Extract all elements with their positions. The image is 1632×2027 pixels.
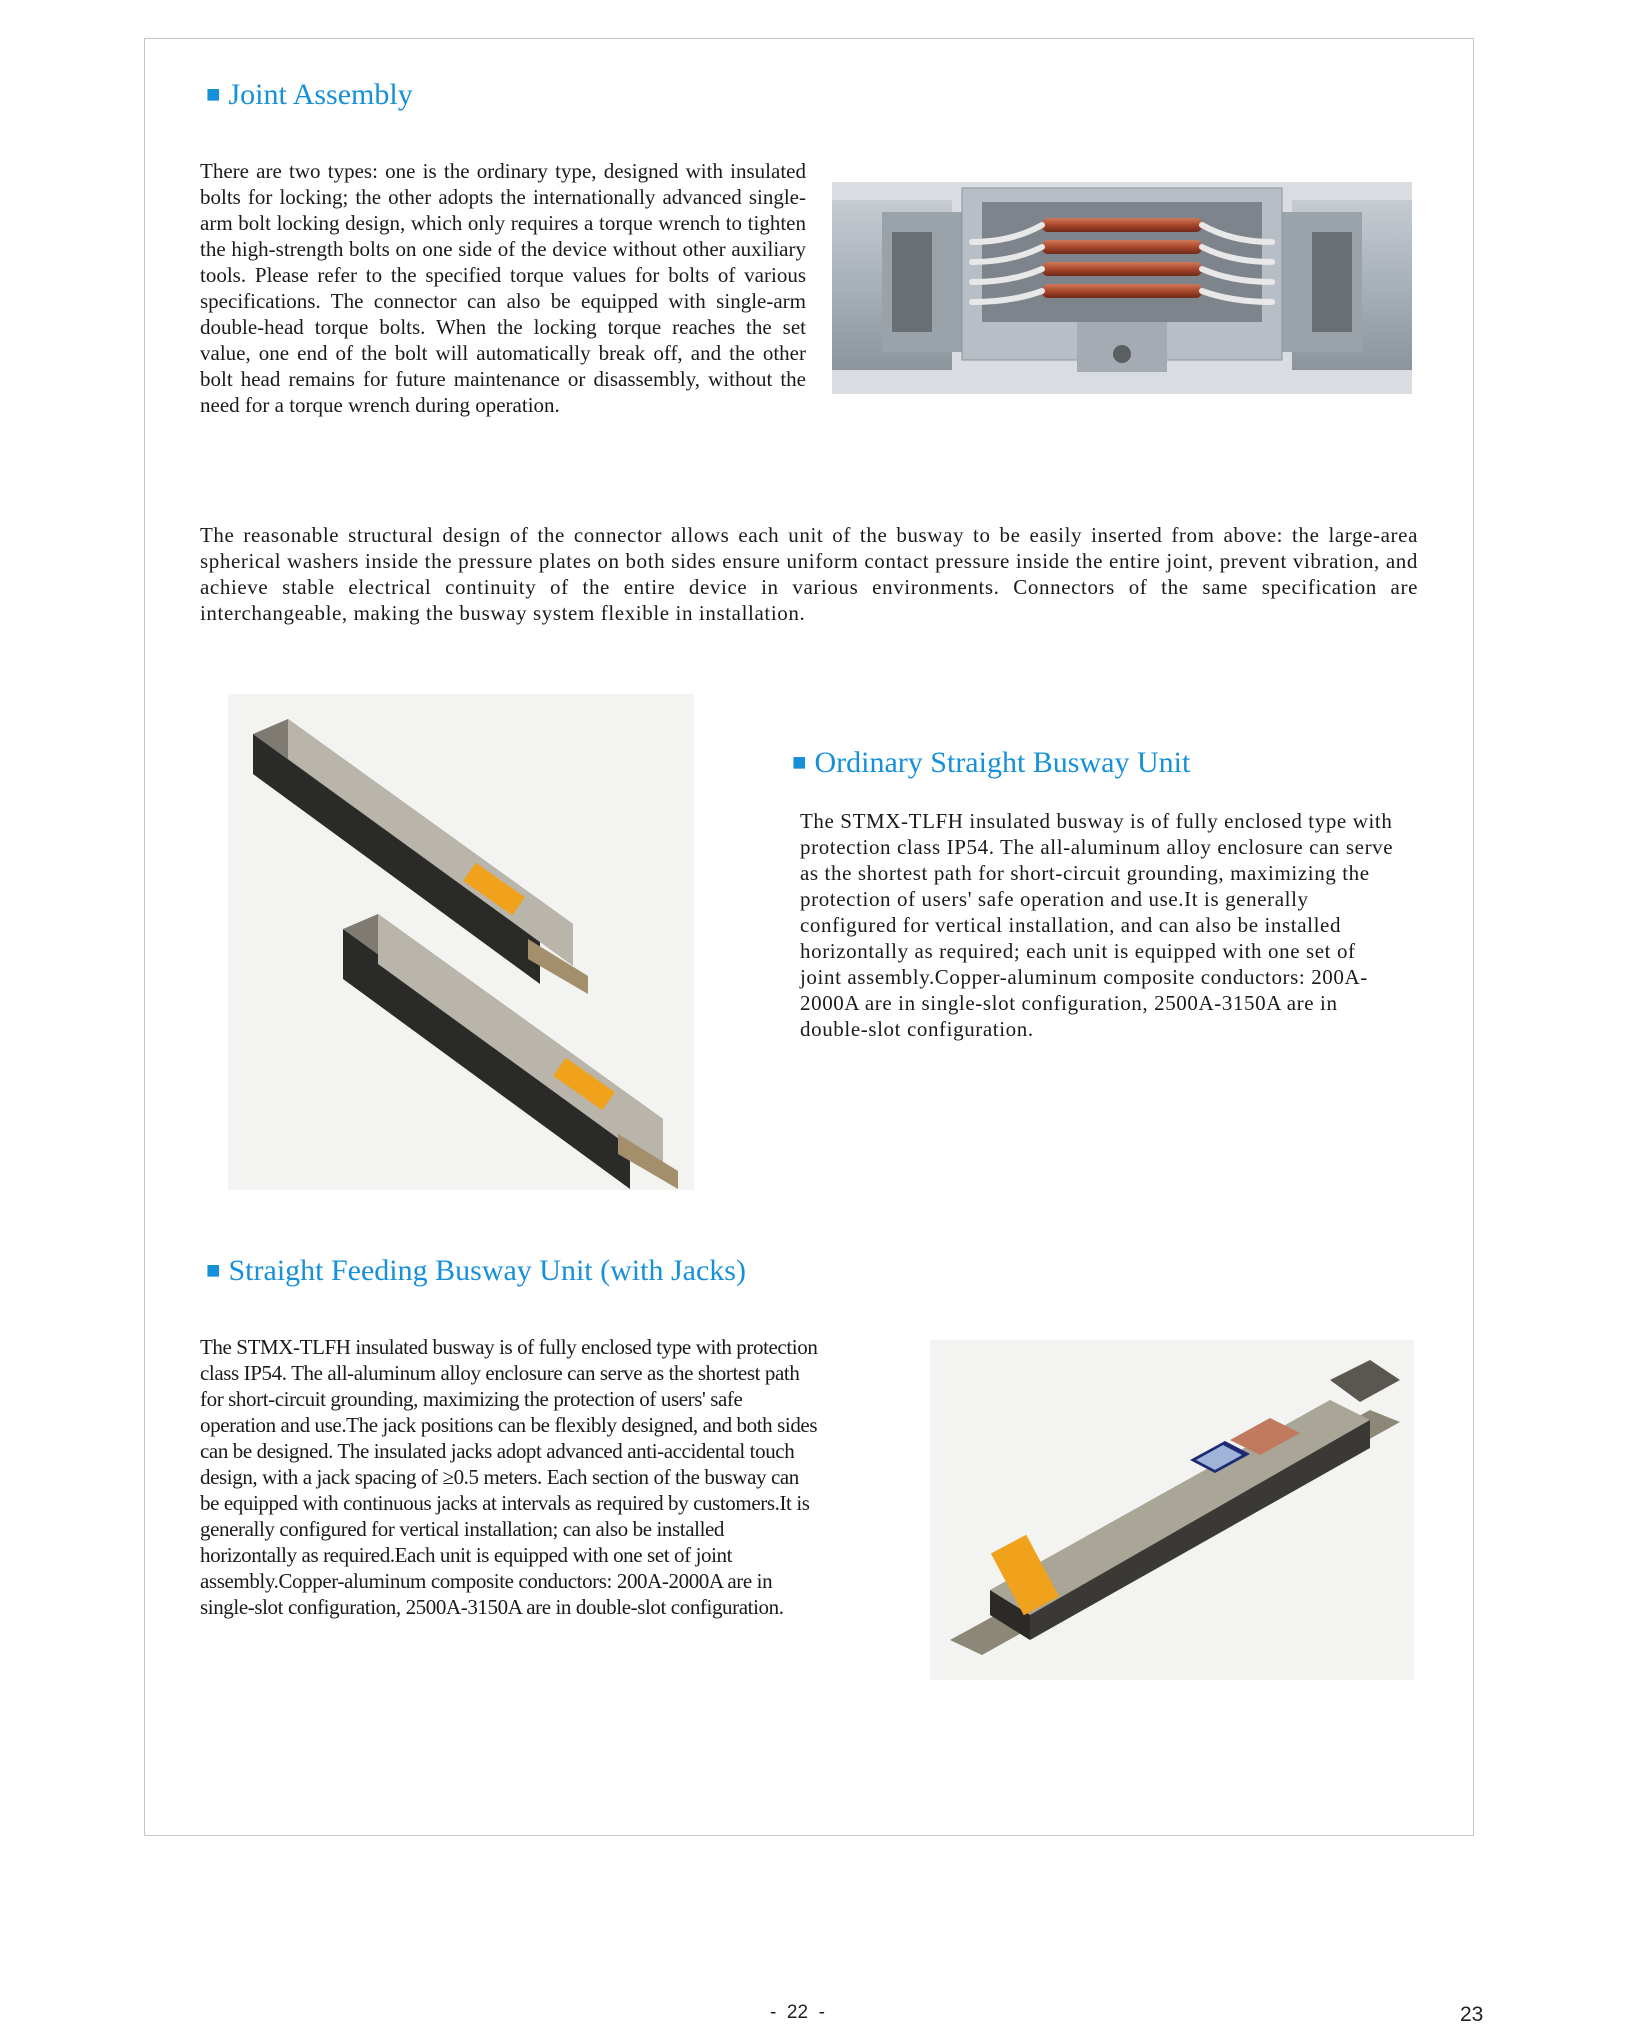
connector-design-text: The reasonable structural design of the connector allows each unit of the busway to be easily inserted from above: the large-area spherical washers inside the pressure plates on both sides ensure uniform contact pressure inside the entire joint, prevent vibration, and achieve stable electrical continuity of the entire device in various environments. Connectors of the same specification are interchangeable, making the busway system flexible in installation. [200, 523, 1418, 625]
joint-assembly-illustration [832, 182, 1412, 394]
text-line: for short-circuit grounding, maximizing the protection of users' safe [200, 1387, 743, 1411]
bullet-square-icon: ■ [206, 1258, 221, 1284]
joint-assembly-photo [832, 182, 1412, 394]
bullet-square-icon: ■ [792, 750, 807, 776]
text-line: horizontally as required.Each unit is equipped with one set of joint [200, 1543, 733, 1567]
text-line: operation and use.The jack positions can be flexibly designed, and both sides [200, 1413, 818, 1437]
text-line: protection of users' safe operation and use.It is generally [800, 887, 1309, 911]
text-line: configured for vertical installation, and can also be installed [800, 913, 1342, 937]
ordinary-busway-title: Ordinary Straight Busway Unit [814, 746, 1191, 779]
text-line: single-slot configuration, 2500A-3150A are in double-slot configuration. [200, 1595, 784, 1619]
text-line: The STMX-TLFH insulated busway is of fully enclosed type with [800, 809, 1393, 833]
bullet-square-icon: ■ [206, 82, 221, 108]
ordinary-busway-text [800, 808, 1480, 1042]
joint-assembly-heading [206, 78, 413, 112]
text-line: protection class IP54. The all-aluminum alloy enclosure can serve [800, 835, 1394, 859]
joint-assembly-text: There are two types: one is the ordinary type, designed with insulated bolts for locking; the other adopts the internationally advanced single-arm bolt locking design, which only requires a torque wrench to tighten the high-strength bolts on one side of the device without other auxiliary tools. Please refer to the specified torque values for bolts of various specifications. The connector can also be equipped with single-arm double-head torque bolts. When the locking torque reaches the set value, one end of the bolt will automatically break off, and the other bolt head remains for future maintenance or disassembly, without the need for a torque wrench during operation. [200, 159, 806, 417]
text-line: design, with a jack spacing of ≥0.5 meters. Each section of the busway can [200, 1465, 799, 1489]
feeding-busway-text [200, 1334, 920, 1620]
feeding-busway-title: Straight Feeding Busway Unit (with Jacks) [228, 1254, 746, 1287]
ordinary-busway-photo [228, 694, 694, 1190]
text-line: be equipped with continuous jacks at intervals as required by customers.It is [200, 1491, 810, 1515]
text-line: The STMX-TLFH insulated busway is of fully enclosed type with protection [200, 1335, 818, 1359]
text-line: horizontally as required; each unit is equipped with one set of [800, 939, 1356, 963]
ordinary-busway-illustration [228, 694, 694, 1190]
text-line: class IP54. The all-aluminum alloy enclosure can serve as the shortest path [200, 1361, 800, 1385]
ordinary-busway-heading [792, 746, 1190, 780]
page-number-left: - 22 - [770, 2002, 825, 2023]
text-line: can be designed. The insulated jacks adopt advanced anti-accidental touch [200, 1439, 795, 1463]
feeding-busway-illustration [930, 1340, 1414, 1680]
text-line: as the shortest path for short-circuit grounding, maximizing the [800, 861, 1370, 885]
feeding-busway-heading [206, 1254, 746, 1288]
page-number-right: 23 [1460, 2003, 1484, 2026]
text-line: double-slot configuration. [800, 1017, 1034, 1041]
text-line: generally configured for vertical installation; can also be installed [200, 1517, 725, 1541]
text-line: 2000A are in single-slot configuration, 2500A-3150A are in [800, 991, 1338, 1015]
text-line: joint assembly.Copper-aluminum composite conductors: 200A- [800, 965, 1368, 989]
feeding-busway-photo [930, 1340, 1414, 1680]
text-line: assembly.Copper-aluminum composite conductors: 200A-2000A are in [200, 1569, 773, 1593]
joint-assembly-title: Joint Assembly [228, 78, 413, 111]
